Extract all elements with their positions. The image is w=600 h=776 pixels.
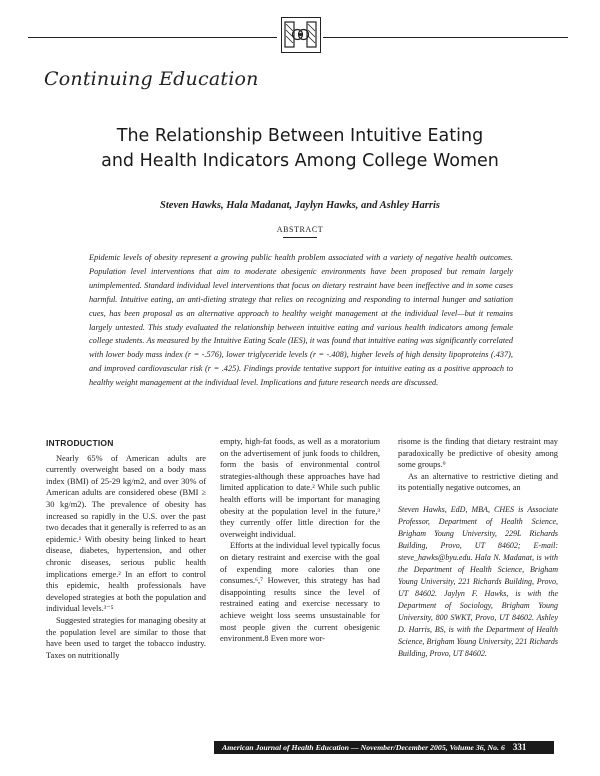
body-column-2 [220,436,380,645]
title-line-2: and Health Indicators Among College Women [101,151,499,171]
body-paragraph: empty, high-fat foods, as well as a moratorium on the advertisement of junk foods to children, form the basis of environmental control strategies-although these approaches have had limited application to date.² While such public health efforts will be important for managing obesity at the population level in the future,³ they currently offer little direction for the overweight individual. [220,437,380,539]
body-paragraph: risome is the finding that dietary restraint may paradoxically be predictive of obesity among some groups.⁹ [398,437,558,470]
author-list: Steven Hawks, Hala Madanat, Jaylyn Hawks, and Ashley Harris [160,200,440,211]
body-paragraph: Suggested strategies for managing obesity at the population level are similar to those that have been used to target the tobacco industry. Taxes on nutritionally [46,615,206,660]
header-rule-right [323,37,568,38]
title-line-1: The Relationship Between Intuitive Eating [116,126,484,146]
body-column-3 [398,436,558,660]
article-title [40,124,560,174]
abstract-text [89,251,513,390]
journal-logo-icon [281,17,321,53]
body-column-1 [46,436,206,661]
body-paragraph: Nearly 65% of American adults are currently overweight based on a body mass index (BMI) of 25-29 kg/m2, and over 30% of American adults are considered obese (BMI ≥ 30 kg/m2). The prevalence of obesity has increased so rapidly in the U.S. over the past two decades that it generally is referred to as an epidemic.¹ With obesity being linked to heart disease, diabetes, hypertension, and other chronic diseases, serious public health implications emerge.² In an effort to control this epidemic, health professionals have developed strategies at both the population and individual levels.³⁻⁵ [46,453,206,614]
header-rule-left [28,37,277,38]
body-paragraph: Efforts at the individual level typically focus on dietary restraint and exercise with the goal of expending more calories than one consumes.⁶,⁷ However, this strategy has had disappointing results since the level of restrained eating and exercise necessary to achieve weight loss seems unsustainable for most people given the current obesigenic environment.8 Even more wor- [220,541,380,644]
body-paragraph: As an alternative to restrictive dieting and its potentially negative outcomes, an [398,471,558,493]
page-number: 331 [512,742,527,752]
abstract-paragraph: Epidemic levels of obesity represent a growing public health problem associated with a variety of negative health outcomes. Population level interventions that aim to moderate obesigenic environments have been proposed but remain largely unimplemented. Standard individual level interventions that focus on dietary restraint have been ineffective and in some cases harmful. Intuitive eating, an anti-dieting strategy that relies on recognizing and responding to internal hunger and satiation cues, has been proposal as an alternative approach to healthy weight management at the individual level—but it remains largely untested. This study evaluated the relationship between intuitive eating and various health indicators among female college students. As measured by the Intuitive Eating Scale (IES), it was found that intuitive eating was significantly correlated with lower body mass index (r = -.576), lower triglyceride levels (r = -.408), higher levels of high density lipoproteins (.437), and improved cardiovascular risk (r = .425). Findings provide tentative support for intuitive eating as a positive approach to healthy weight management at the individual level. Implications and future research needs are discussed. [89,253,513,388]
author-bio: Steven Hawks, EdD, MBA, CHES is Associate Professor, Department of Health Science, Brigham Young University, 229L Richards Building, Provo, UT 84602; E-mail: steve_hawks@byu.edu. Hala N. Madanat, is with the Department of Health Science, Brigham Young University, 221 Richards Building, Provo, UT 84602. Jaylyn F. Hawks, is with the Department of Sociology, Brigham Young University, 800 SWKT, Provo, UT 84602. Ashley D. Harris, BS, is with the Department of Health Science, Brigham Young University, 221 Richards Building, Provo, UT 84602. [398,504,558,658]
section-label: Continuing Education [44,68,259,90]
abstract-rule [283,237,317,238]
journal-citation: American Journal of Health Education — November/December 2005, Volume 36, No. 6 [222,743,505,752]
introduction-heading: INTRODUCTION [46,438,114,448]
abstract-heading: ABSTRACT [276,225,324,234]
footer [222,742,548,752]
